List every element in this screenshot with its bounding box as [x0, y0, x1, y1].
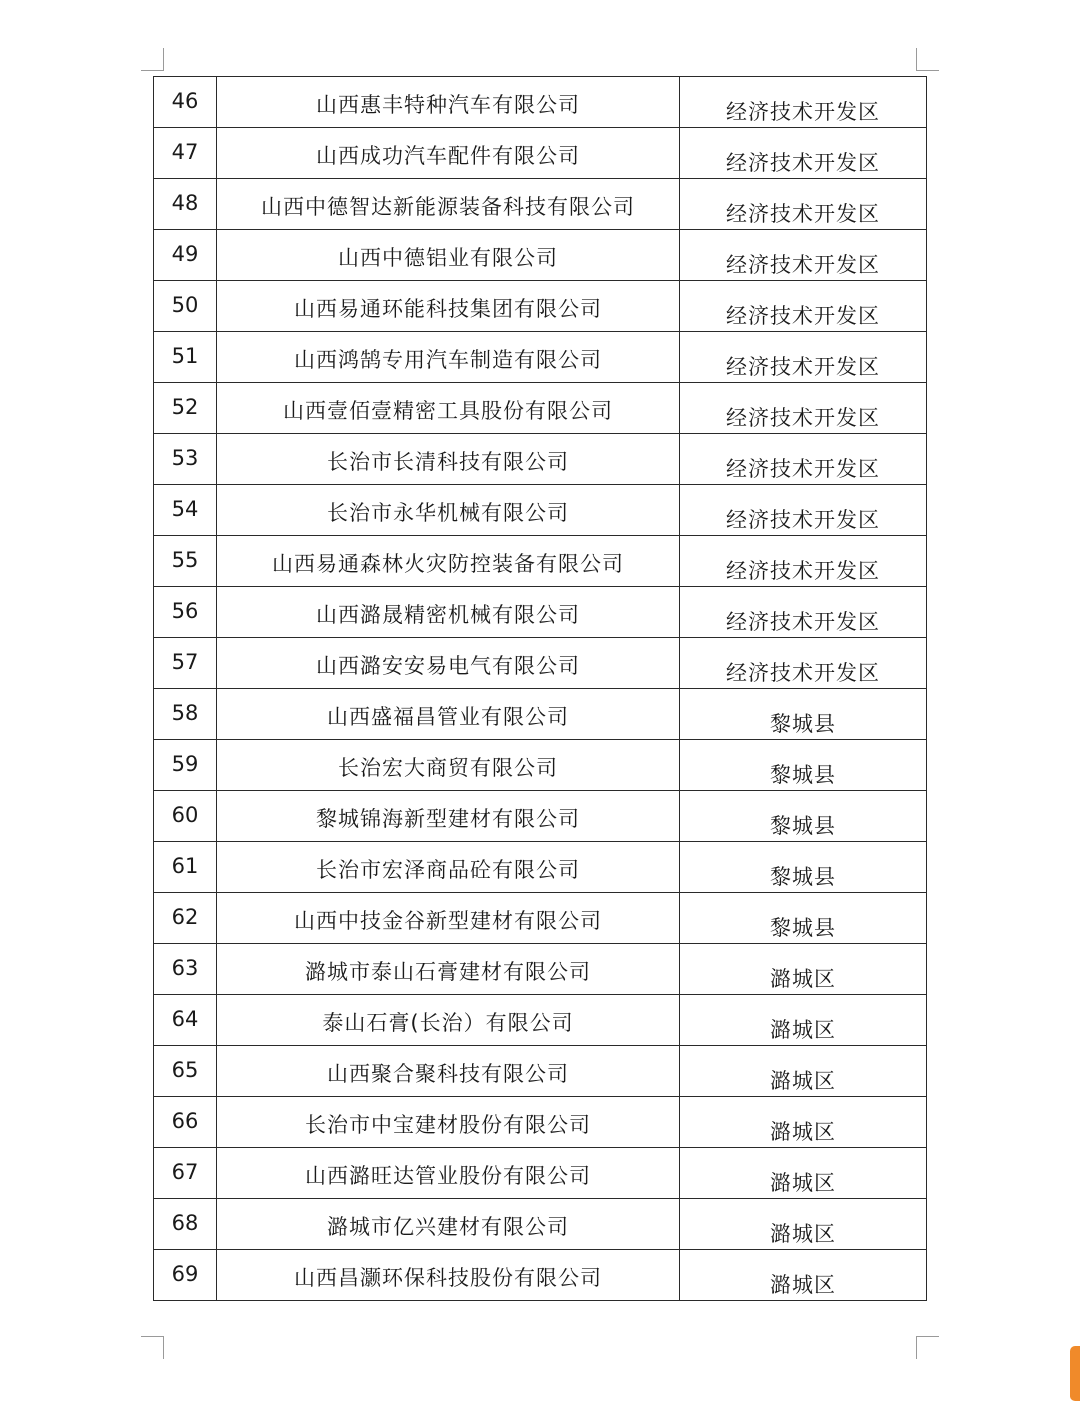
district-name: 经济技术开发区 [680, 485, 927, 536]
scroll-handle[interactable] [1070, 1346, 1080, 1401]
table-row [154, 434, 927, 485]
company-name: 长治市中宝建材股份有限公司 [217, 1097, 680, 1148]
row-number: 62 [154, 893, 217, 944]
company-name: 潞城市泰山石膏建材有限公司 [217, 944, 680, 995]
table-row [154, 893, 927, 944]
table-row [154, 536, 927, 587]
table-row [154, 791, 927, 842]
company-name: 山西易通森林火灾防控装备有限公司 [217, 536, 680, 587]
table-row [154, 944, 927, 995]
table-row [154, 332, 927, 383]
table-row [154, 842, 927, 893]
district-name: 经济技术开发区 [680, 332, 927, 383]
table-row [154, 740, 927, 791]
company-name: 潞城市亿兴建材有限公司 [217, 1199, 680, 1250]
row-number: 68 [154, 1199, 217, 1250]
district-name: 经济技术开发区 [680, 281, 927, 332]
company-name: 山西鸿鹄专用汽车制造有限公司 [217, 332, 680, 383]
company-name: 山西成功汽车配件有限公司 [217, 128, 680, 179]
row-number: 51 [154, 332, 217, 383]
table-row [154, 281, 927, 332]
row-number: 55 [154, 536, 217, 587]
company-name: 山西昌灏环保科技股份有限公司 [217, 1250, 680, 1301]
district-name: 经济技术开发区 [680, 230, 927, 281]
district-name: 经济技术开发区 [680, 587, 927, 638]
row-number: 57 [154, 638, 217, 689]
table-row [154, 689, 927, 740]
row-number: 60 [154, 791, 217, 842]
company-name: 山西潞安安易电气有限公司 [217, 638, 680, 689]
table-row [154, 128, 927, 179]
company-name: 山西中德铝业有限公司 [217, 230, 680, 281]
company-list-body [154, 77, 927, 1301]
district-name: 潞城区 [680, 1199, 927, 1250]
table-row [154, 485, 927, 536]
row-number: 52 [154, 383, 217, 434]
district-name: 经济技术开发区 [680, 77, 927, 128]
company-name: 山西惠丰特种汽车有限公司 [217, 77, 680, 128]
district-name: 黎城县 [680, 893, 927, 944]
company-list-table [153, 76, 927, 1301]
company-name: 山西中技金谷新型建材有限公司 [217, 893, 680, 944]
district-name: 经济技术开发区 [680, 434, 927, 485]
row-number: 64 [154, 995, 217, 1046]
district-name: 经济技术开发区 [680, 638, 927, 689]
district-name: 经济技术开发区 [680, 383, 927, 434]
table-row [154, 638, 927, 689]
row-number: 67 [154, 1148, 217, 1199]
company-name: 山西潞旺达管业股份有限公司 [217, 1148, 680, 1199]
district-name: 经济技术开发区 [680, 536, 927, 587]
district-name: 潞城区 [680, 995, 927, 1046]
company-name: 山西易通环能科技集团有限公司 [217, 281, 680, 332]
district-name: 潞城区 [680, 1097, 927, 1148]
row-number: 63 [154, 944, 217, 995]
row-number: 66 [154, 1097, 217, 1148]
table-row [154, 77, 927, 128]
company-name: 山西潞晟精密机械有限公司 [217, 587, 680, 638]
table-row [154, 1199, 927, 1250]
company-name: 泰山石膏(长治）有限公司 [217, 995, 680, 1046]
district-name: 潞城区 [680, 1148, 927, 1199]
crop-mark-top-left [141, 48, 164, 71]
row-number: 56 [154, 587, 217, 638]
company-name: 黎城锦海新型建材有限公司 [217, 791, 680, 842]
table-row [154, 1046, 927, 1097]
crop-mark-bottom-right [916, 1336, 939, 1359]
company-name: 山西盛福昌管业有限公司 [217, 689, 680, 740]
row-number: 59 [154, 740, 217, 791]
row-number: 54 [154, 485, 217, 536]
table-row [154, 1148, 927, 1199]
district-name: 黎城县 [680, 842, 927, 893]
company-name: 长治市宏泽商品砼有限公司 [217, 842, 680, 893]
row-number: 69 [154, 1250, 217, 1301]
row-number: 58 [154, 689, 217, 740]
district-name: 潞城区 [680, 1250, 927, 1301]
row-number: 61 [154, 842, 217, 893]
district-name: 黎城县 [680, 791, 927, 842]
company-name: 山西壹佰壹精密工具股份有限公司 [217, 383, 680, 434]
row-number: 47 [154, 128, 217, 179]
table-row [154, 230, 927, 281]
crop-mark-top-right [916, 48, 939, 71]
district-name: 潞城区 [680, 944, 927, 995]
company-name: 长治市永华机械有限公司 [217, 485, 680, 536]
district-name: 经济技术开发区 [680, 179, 927, 230]
company-name: 长治宏大商贸有限公司 [217, 740, 680, 791]
crop-mark-bottom-left [141, 1336, 164, 1359]
company-name: 山西中德智达新能源装备科技有限公司 [217, 179, 680, 230]
table-row [154, 587, 927, 638]
row-number: 48 [154, 179, 217, 230]
district-name: 潞城区 [680, 1046, 927, 1097]
table-row [154, 179, 927, 230]
row-number: 50 [154, 281, 217, 332]
company-name: 长治市长清科技有限公司 [217, 434, 680, 485]
table-row [154, 995, 927, 1046]
table-row [154, 1250, 927, 1301]
company-name: 山西聚合聚科技有限公司 [217, 1046, 680, 1097]
district-name: 黎城县 [680, 740, 927, 791]
row-number: 49 [154, 230, 217, 281]
district-name: 经济技术开发区 [680, 128, 927, 179]
row-number: 65 [154, 1046, 217, 1097]
table-row [154, 383, 927, 434]
table-row [154, 1097, 927, 1148]
district-name: 黎城县 [680, 689, 927, 740]
row-number: 53 [154, 434, 217, 485]
row-number: 46 [154, 77, 217, 128]
